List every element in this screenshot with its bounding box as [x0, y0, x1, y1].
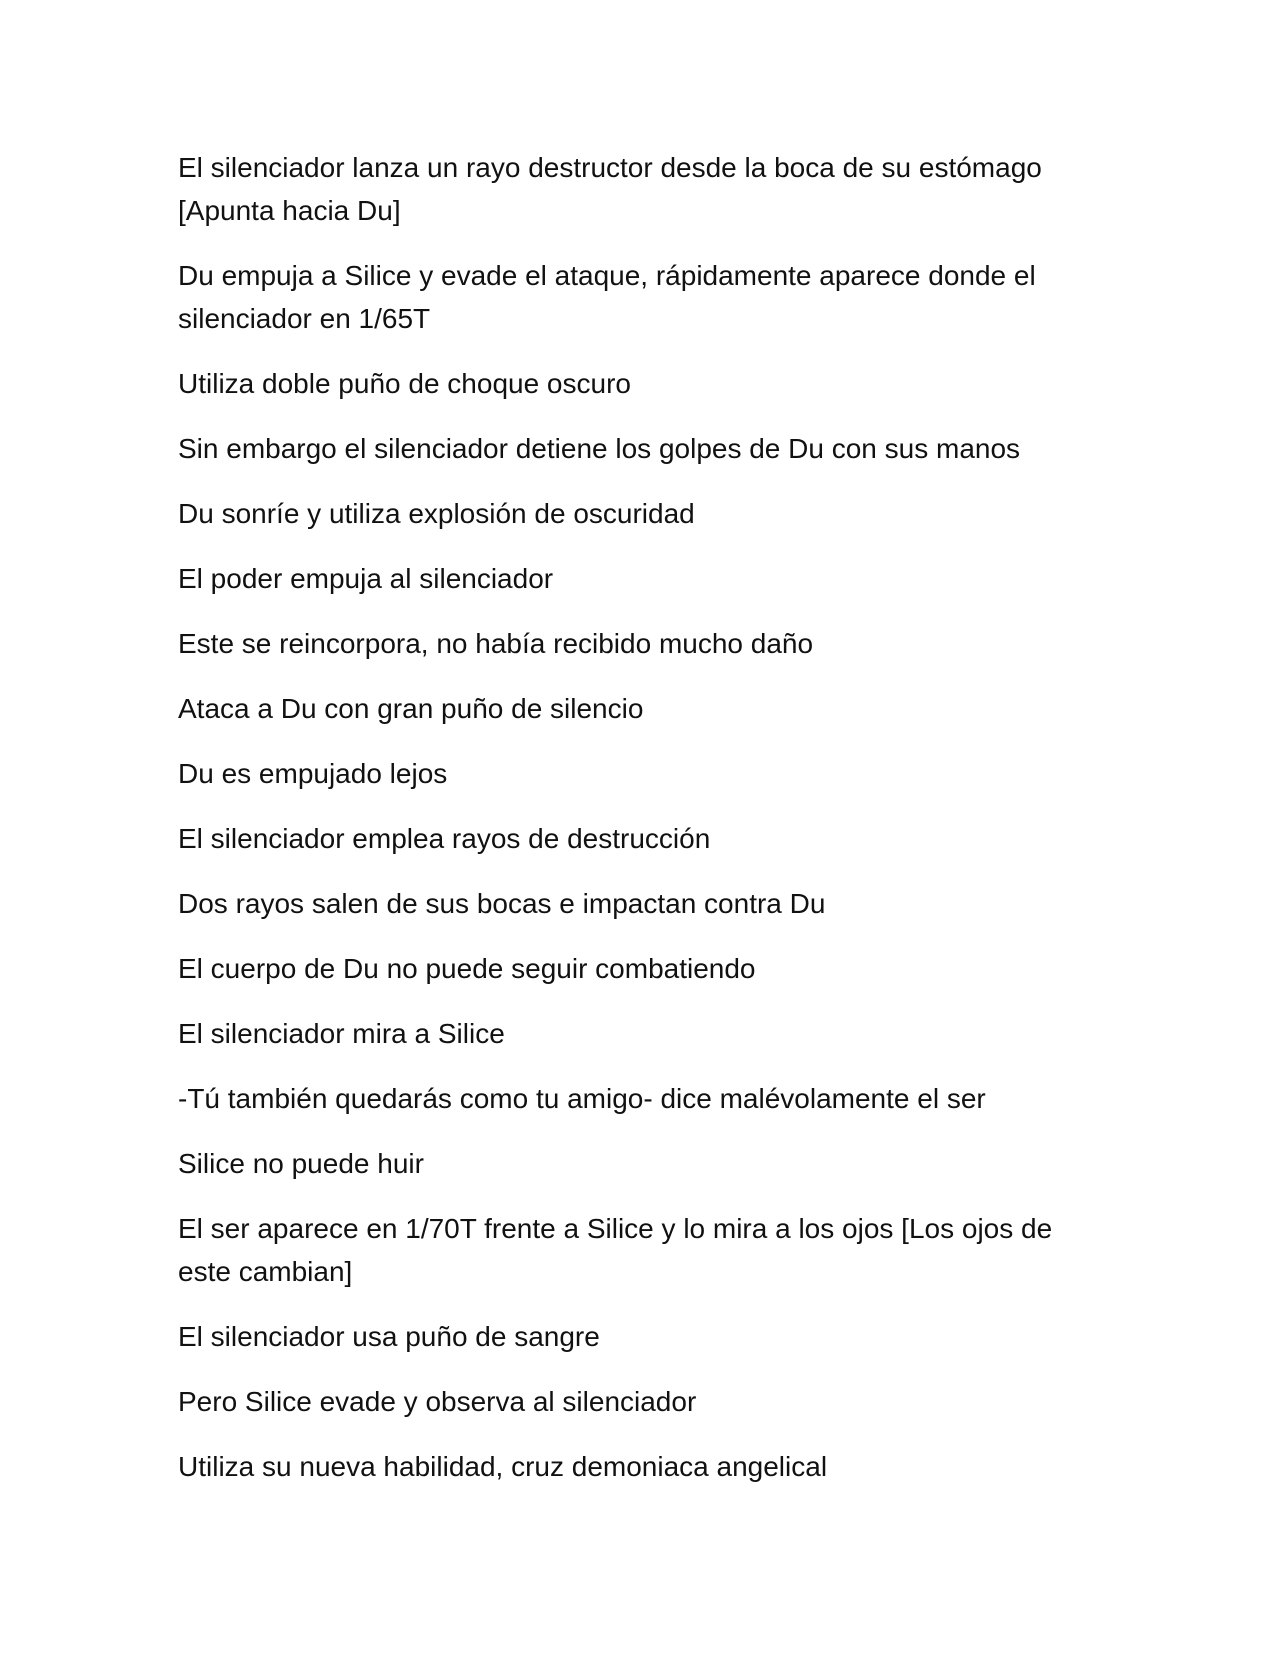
paragraph: Du es empujado lejos — [178, 758, 448, 789]
paragraph: Este se reincorpora, no había recibido mucho daño — [178, 628, 814, 659]
paragraph: El silenciador lanza un rayo destructor desde la boca de su estómago [Apunta hacia Du] — [178, 152, 1042, 226]
paragraph: El silenciador mira a Silice — [178, 1018, 505, 1049]
paragraph: Utiliza doble puño de choque oscuro — [178, 368, 631, 399]
paragraph: Dos rayos salen de sus bocas e impactan contra Du — [178, 888, 826, 919]
paragraph: El silenciador emplea rayos de destrucción — [178, 823, 711, 854]
paragraph: Du sonríe y utiliza explosión de oscuridad — [178, 498, 695, 529]
paragraph: El cuerpo de Du no puede seguir combatiendo — [178, 953, 756, 984]
paragraph: Du empuja a Silice y evade el ataque, rápidamente aparece donde el silenciador en 1/65T — [178, 260, 1036, 334]
paragraph: El poder empuja al silenciador — [178, 563, 554, 594]
paragraph: -Tú también quedarás como tu amigo- dice malévolamente el ser — [178, 1083, 986, 1114]
paragraph: Silice no puede huir — [178, 1148, 424, 1179]
paragraph: Ataca a Du con gran puño de silencio — [178, 693, 644, 724]
paragraph: Sin embargo el silenciador detiene los golpes de Du con sus manos — [178, 433, 1021, 464]
paragraph: Utiliza su nueva habilidad, cruz demoniaca angelical — [178, 1451, 828, 1482]
paragraph: El ser aparece en 1/70T frente a Silice y lo mira a los ojos [Los ojos de este cambian] — [178, 1213, 1053, 1287]
document-body — [178, 146, 1088, 1510]
paragraph: El silenciador usa puño de sangre — [178, 1321, 600, 1352]
paragraph: Pero Silice evade y observa al silenciador — [178, 1386, 697, 1417]
